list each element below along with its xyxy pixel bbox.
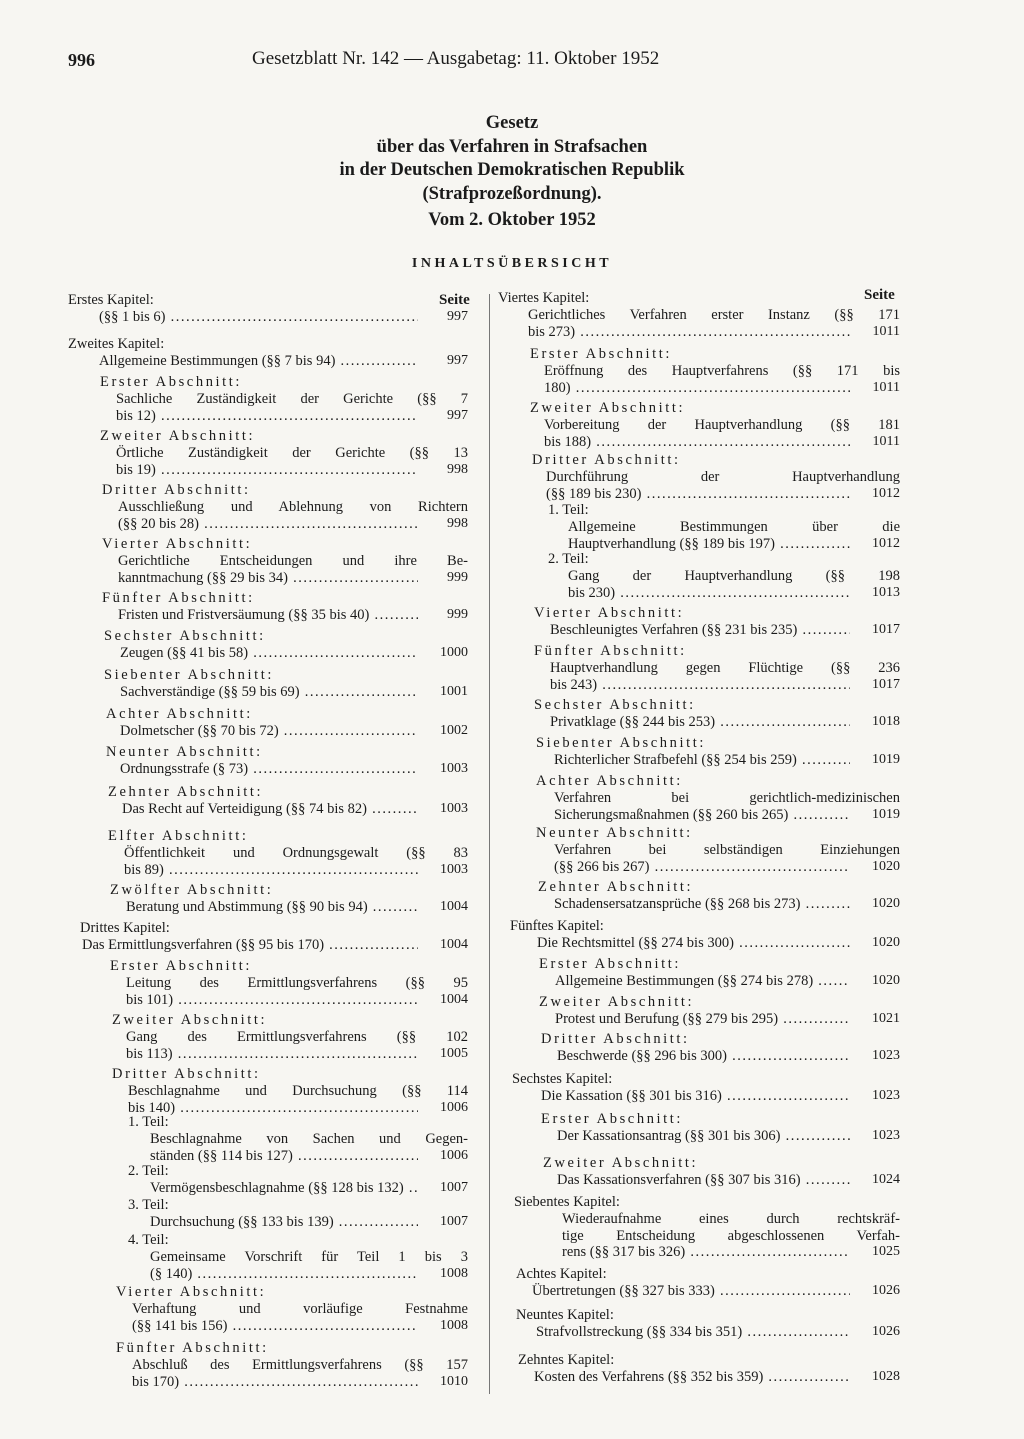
toc-entry-text: 180) .....	[544, 380, 850, 397]
toc-entry-text: bis 273) .....	[528, 324, 850, 341]
toc-entry-page: 1006	[440, 1147, 468, 1163]
toc-entry-label: Vierter Abschnitt:	[102, 536, 253, 552]
toc-entry-page: 999	[447, 606, 468, 622]
toc-entry	[534, 605, 900, 639]
toc-entry-label: Dritter Abschnitt:	[102, 482, 251, 498]
toc-entry-page: 1008	[440, 1317, 468, 1333]
toc-entry-page: 1001	[440, 683, 468, 699]
toc-entry-page: 1010	[440, 1373, 468, 1389]
toc-entry-text: tige Entscheidung abgeschlossenen Verfah-	[562, 1227, 900, 1244]
law-title-line: über das Verfahren in Strafsachen	[376, 136, 648, 157]
toc-entry-text: Beschlagnahme von Sachen und Gegen-	[150, 1130, 468, 1147]
toc-entry-text: Privatklage (§§ 244 bis 253) .....	[550, 714, 850, 731]
law-title-line: in der Deutschen Demokratischen Republik	[339, 160, 685, 180]
toc-entry-text: bis 101) .....	[126, 992, 418, 1009]
toc-entry-text: Dolmetscher (§§ 70 bis 72) .....	[120, 723, 418, 740]
toc-entry-text: Hauptverhandlung (§§ 189 bis 197) .....	[568, 536, 850, 553]
toc-entry-label: Achter Abschnitt:	[106, 706, 253, 722]
toc-entry-page: 1005	[440, 1045, 468, 1061]
toc-entry-page: 1000	[440, 644, 468, 660]
toc-entry-text: Hauptverhandlung gegen Flüchtige (§§ 236	[550, 659, 900, 676]
toc-entry-text: Verfahren bei gerichtlich-medizinischen	[554, 789, 900, 806]
toc-entry	[541, 1031, 900, 1065]
toc-entry-text: Gerichtliche Entscheidungen und ihre Be-	[118, 552, 468, 569]
toc-entry-text: Beschlagnahme und Durchsuchung (§§ 114	[128, 1082, 468, 1099]
toc-entry-label: Erster Abschnitt:	[541, 1111, 684, 1127]
toc-entry-page: 1011	[872, 323, 900, 339]
toc-entry	[68, 292, 468, 326]
toc-entry-label: Zweiter Abschnitt:	[112, 1012, 268, 1028]
toc-entry-label: Neunter Abschnitt:	[536, 825, 693, 841]
toc-entry	[532, 452, 900, 502]
toc-entry	[518, 1352, 900, 1386]
toc-entry-page: 1028	[872, 1368, 900, 1384]
toc-entry-page: 1025	[872, 1244, 900, 1260]
toc-entry	[104, 667, 468, 701]
toc-entry	[543, 1155, 900, 1189]
toc-entry-text: Strafvollstreckung (§§ 334 bis 351) .....	[536, 1324, 850, 1341]
toc-entry-page: 1004	[440, 991, 468, 1007]
toc-entry	[102, 482, 468, 532]
toc-entry-text: Durchführung der Hauptverhandlung	[546, 468, 900, 485]
toc-entry-label: Fünfter Abschnitt:	[102, 590, 255, 606]
toc-entry	[530, 400, 900, 450]
toc-heading: INHALTSÜBERSICHT	[411, 256, 613, 271]
toc-entry-page: 999	[447, 569, 468, 585]
toc-entry-text: Sicherungsmaßnahmen (§§ 260 bis 265) .....	[554, 807, 850, 824]
toc-entry	[110, 958, 468, 1008]
toc-entry-label: Siebentes Kapitel:	[514, 1194, 620, 1210]
toc-entry-text: Fristen und Fristversäumung (§§ 35 bis 40) .....	[118, 607, 418, 624]
toc-entry-label: Sechstes Kapitel:	[512, 1071, 613, 1087]
toc-entry	[536, 773, 900, 823]
toc-entry	[106, 744, 468, 778]
toc-entry-label: Erster Abschnitt:	[110, 958, 253, 974]
toc-entry-page: 1002	[440, 722, 468, 738]
toc-entry-text: Wiederaufnahme eines durch rechtskräf-	[562, 1210, 900, 1227]
toc-entry	[530, 346, 900, 396]
toc-entry-text: Verfahren bei selbständigen Einziehungen	[554, 841, 900, 858]
toc-entry-label: Viertes Kapitel:	[498, 290, 590, 306]
toc-entry-text: bis 12) .....	[116, 408, 418, 425]
toc-entry-label: Dritter Abschnitt:	[112, 1066, 261, 1082]
toc-entry-text: (§§ 266 bis 267) .....	[554, 859, 850, 876]
toc-entry-label: Erster Abschnitt:	[100, 374, 243, 390]
toc-entry-text: Das Kassationsverfahren (§§ 307 bis 316) .....	[557, 1172, 850, 1189]
toc-entry-label: Fünfter Abschnitt:	[116, 1340, 269, 1356]
toc-entry-text: (§§ 1 bis 6) .....	[99, 309, 418, 326]
toc-entry-text: Sachverständige (§§ 59 bis 69) .....	[120, 684, 418, 701]
toc-entry-page: 1020	[872, 858, 900, 874]
toc-entry-text: bis 243) .....	[550, 677, 850, 694]
toc-entry	[100, 374, 468, 424]
toc-entry	[516, 1307, 900, 1341]
toc-entry-page: 1012	[872, 535, 900, 551]
toc-entry	[80, 920, 468, 954]
toc-entry-text: bis 230) .....	[568, 585, 850, 602]
toc-entry	[534, 643, 900, 693]
toc-entry	[548, 551, 900, 601]
toc-entry	[498, 290, 900, 340]
toc-entry-page: 1003	[440, 800, 468, 816]
law-title-block	[0, 112, 1024, 231]
toc-entry-page: 1020	[872, 895, 900, 911]
toc-entry	[100, 428, 468, 478]
toc-entry-page: 998	[447, 515, 468, 531]
toc-entry-text: Richterlicher Strafbefehl (§§ 254 bis 259) .....	[554, 752, 850, 769]
gazette-header: Gesetzblatt Nr. 142 — Ausgabetag: 11. Oktober 1952	[252, 48, 660, 69]
toc-entry	[534, 697, 900, 731]
toc-entry-page: 1017	[872, 676, 900, 692]
toc-entry-label: 2. Teil:	[548, 551, 589, 567]
page-column-label-right: Seite	[864, 287, 895, 303]
toc-entry-text: bis 140) .....	[128, 1100, 418, 1117]
law-date: Vom 2. Oktober 1952	[428, 210, 596, 230]
toc-entry-text: Ordnungsstrafe (§ 73) .....	[120, 761, 418, 778]
toc-entry-text: Das Recht auf Verteidigung (§§ 74 bis 82) .....	[122, 801, 418, 818]
toc-entry-page: 1007	[440, 1213, 468, 1229]
toc-entry	[539, 994, 900, 1028]
toc-entry-text: Die Rechtsmittel (§§ 274 bis 300) .....	[537, 935, 850, 952]
toc-entry-text: Vorbereitung der Hauptverhandlung (§§ 181	[544, 416, 900, 433]
toc-entry-text: Der Kassationsantrag (§§ 301 bis 306) .....	[557, 1128, 850, 1145]
toc-entry-label: Zwölfter Abschnitt:	[110, 882, 274, 898]
toc-entry	[116, 1340, 468, 1390]
toc-entry-label: Zweiter Abschnitt:	[539, 994, 695, 1010]
toc-entry-page: 1004	[440, 936, 468, 952]
toc-entry-text: Das Ermittlungsverfahren (§§ 95 bis 170) .....	[82, 937, 418, 954]
toc-entry-label: Zweites Kapitel:	[68, 336, 165, 352]
toc-entry-page: 1011	[872, 379, 900, 395]
toc-entry	[108, 784, 468, 818]
toc-entry	[536, 735, 900, 769]
toc-entry	[541, 1111, 900, 1145]
toc-entry-label: Achtes Kapitel:	[516, 1266, 607, 1282]
toc-entry	[128, 1197, 468, 1231]
toc-entry	[538, 879, 900, 913]
toc-entry-text: kanntmachung (§§ 29 bis 34) .....	[118, 570, 418, 587]
toc-entry-label: Erster Abschnitt:	[530, 346, 673, 362]
toc-entry	[510, 918, 900, 952]
toc-entry-label: Zehnter Abschnitt:	[108, 784, 264, 800]
toc-entry-text: Eröffnung des Hauptverfahrens (§§ 171 bis	[544, 362, 900, 379]
toc-entry-page: 1011	[872, 433, 900, 449]
page-number: 996	[68, 50, 95, 70]
toc-entry	[116, 1284, 468, 1334]
toc-entry-label: Vierter Abschnitt:	[116, 1284, 267, 1300]
toc-entry-text: Abschluß des Ermittlungsverfahrens (§§ 157	[132, 1356, 468, 1373]
toc-entry	[516, 1266, 900, 1300]
toc-entry-text: (§ 140) .....	[150, 1266, 418, 1283]
toc-entry-text: bis 170) .....	[132, 1374, 418, 1391]
toc-entry-text: Vermögensbeschlagnahme (§§ 128 bis 132) .....	[150, 1180, 418, 1197]
page-header	[0, 0, 1024, 80]
toc-entry-page: 1026	[872, 1282, 900, 1298]
toc-entry-text: (§§ 20 bis 28) .....	[118, 516, 418, 533]
toc-entry-page: 1024	[872, 1171, 900, 1187]
page-column-label-left: Seite	[439, 292, 470, 308]
toc-entry	[102, 536, 468, 586]
toc-entry-page: 1023	[872, 1127, 900, 1143]
toc-entry-text: Örtliche Zuständigkeit der Gerichte (§§ 13	[116, 444, 468, 461]
toc-entry-label: Neunter Abschnitt:	[106, 744, 263, 760]
toc-entry-label: Fünftes Kapitel:	[510, 918, 604, 934]
toc-entry-text: Gang der Hauptverhandlung (§§ 198	[568, 567, 900, 584]
toc-entry-text: Protest und Berufung (§§ 279 bis 295) .....	[555, 1011, 850, 1028]
toc-entry-label: Erstes Kapitel:	[68, 292, 154, 308]
toc-entry-text: Gemeinsame Vorschrift für Teil 1 bis 3	[150, 1248, 468, 1265]
toc-entry-page: 997	[447, 352, 468, 368]
toc-entry-page: 998	[447, 461, 468, 477]
toc-entry	[104, 628, 468, 662]
toc-entry-text: bis 188) .....	[544, 434, 850, 451]
toc-entry-text: Öffentlichkeit und Ordnungsgewalt (§§ 83	[124, 844, 468, 861]
toc-entry-label: Sechster Abschnitt:	[534, 697, 696, 713]
toc-entry-text: bis 89) .....	[124, 862, 418, 879]
toc-entry	[514, 1194, 900, 1261]
law-title-line: Gesetz	[485, 113, 539, 133]
toc-entry-page: 1006	[440, 1099, 468, 1115]
toc-entry-text: Durchsuchung (§§ 133 bis 139) .....	[150, 1214, 418, 1231]
toc-entry-label: Vierter Abschnitt:	[534, 605, 685, 621]
toc-entry-page: 997	[447, 308, 468, 324]
toc-entry-page: 1003	[440, 760, 468, 776]
toc-entry-text: Sachliche Zuständigkeit der Gerichte (§§ 7	[116, 390, 468, 407]
toc-entry-label: 2. Teil:	[128, 1163, 169, 1179]
toc-entry-label: Elfter Abschnitt:	[108, 828, 249, 844]
toc-entry-text: Kosten des Verfahrens (§§ 352 bis 359) .....	[534, 1369, 850, 1386]
toc-entry-page: 1017	[872, 621, 900, 637]
toc-entry-label: Achter Abschnitt:	[536, 773, 683, 789]
toc-entry-label: Zweiter Abschnitt:	[543, 1155, 699, 1171]
toc-entry	[112, 1066, 468, 1116]
toc-entry-text: Gang des Ermittlungsverfahrens (§§ 102	[126, 1028, 468, 1045]
toc-entry-text: Allgemeine Bestimmungen über die	[568, 518, 900, 535]
toc-entry-label: Zehntes Kapitel:	[518, 1352, 615, 1368]
toc-entry-label: Drittes Kapitel:	[80, 920, 170, 936]
toc-entry	[108, 828, 468, 878]
toc-entry	[128, 1232, 468, 1282]
toc-entry-page: 1012	[872, 485, 900, 501]
toc-entry-page: 1020	[872, 972, 900, 988]
toc-entry-page: 997	[447, 407, 468, 423]
toc-entry-page: 1023	[872, 1047, 900, 1063]
toc-entry-label: 3. Teil:	[128, 1197, 169, 1213]
toc-entry	[548, 502, 900, 552]
toc-entry-label: Zehnter Abschnitt:	[538, 879, 694, 895]
toc-entry-label: 4. Teil:	[128, 1232, 169, 1248]
toc-entry	[128, 1114, 468, 1164]
toc-entry-page: 1013	[872, 584, 900, 600]
toc-entry	[128, 1163, 468, 1197]
toc-entry	[106, 706, 468, 740]
toc-entry-page: 1023	[872, 1087, 900, 1103]
toc-entry-page: 1019	[872, 751, 900, 767]
toc-entry-label: Dritter Abschnitt:	[532, 452, 681, 468]
toc-entry	[536, 825, 900, 875]
toc-entry-text: Beschwerde (§§ 296 bis 300) .....	[557, 1048, 850, 1065]
toc-entry-page: 1018	[872, 713, 900, 729]
column-divider	[489, 294, 490, 1394]
toc-entry-page: 1020	[872, 934, 900, 950]
toc-entry-text: Allgemeine Bestimmungen (§§ 7 bis 94) .....	[99, 353, 418, 370]
toc-entry-text: Ausschließung und Ablehnung von Richtern	[118, 498, 468, 515]
toc-entry-label: Siebenter Abschnitt:	[536, 735, 706, 751]
toc-entry-label: Dritter Abschnitt:	[541, 1031, 690, 1047]
toc-entry-text: Gerichtliches Verfahren erster Instanz (§§ 171	[528, 306, 900, 323]
toc-entry-label: Sechster Abschnitt:	[104, 628, 266, 644]
toc-entry-label: Zweiter Abschnitt:	[100, 428, 256, 444]
toc-entry-label: Fünfter Abschnitt:	[534, 643, 687, 659]
toc-entry-page: 1021	[872, 1010, 900, 1026]
toc-entry-text: bis 19) .....	[116, 462, 418, 479]
toc-entry-text: Übertretungen (§§ 327 bis 333) .....	[532, 1283, 850, 1300]
toc-entry-text: Die Kassation (§§ 301 bis 316) .....	[541, 1088, 850, 1105]
toc-entry-page: 1004	[440, 898, 468, 914]
toc-entry-page: 1026	[872, 1323, 900, 1339]
toc-entry	[539, 956, 900, 990]
toc-entry	[112, 1012, 468, 1062]
toc-entry-page: 1003	[440, 861, 468, 877]
toc-entry	[110, 882, 468, 916]
toc-entry-label: 1. Teil:	[128, 1114, 169, 1130]
law-title-line: (Strafprozeßordnung).	[422, 183, 602, 204]
toc-entry-text: Beratung und Abstimmung (§§ 90 bis 94) .....	[126, 899, 418, 916]
toc-entry-text: Leitung des Ermittlungsverfahrens (§§ 95	[126, 974, 468, 991]
toc-entry-text: Zeugen (§§ 41 bis 58) .....	[120, 645, 418, 662]
toc-entry-label: Zweiter Abschnitt:	[530, 400, 686, 416]
toc-entry-text: Verhaftung und vorläufige Festnahme	[132, 1300, 468, 1317]
toc-entry-text: (§§ 141 bis 156) .....	[132, 1318, 418, 1335]
toc-entry-text: Schadensersatzansprüche (§§ 268 bis 273) .....	[554, 896, 850, 913]
toc-entry	[102, 590, 468, 624]
toc-entry-label: 1. Teil:	[548, 502, 589, 518]
toc-entry-page: 1019	[872, 806, 900, 822]
toc-entry-text: Beschleunigtes Verfahren (§§ 231 bis 235) .....	[550, 622, 850, 639]
toc-entry-text: (§§ 189 bis 230) .....	[546, 486, 850, 503]
toc-entry-text: rens (§§ 317 bis 326) .....	[562, 1244, 850, 1261]
toc-entry-label: Neuntes Kapitel:	[516, 1307, 614, 1323]
toc-entry-text: bis 113) .....	[126, 1046, 418, 1063]
toc-entry	[68, 336, 468, 370]
toc-entry-text: ständen (§§ 114 bis 127) .....	[150, 1148, 418, 1165]
toc-entry-label: Erster Abschnitt:	[539, 956, 682, 972]
toc-entry-label: Siebenter Abschnitt:	[104, 667, 274, 683]
toc-entry-page: 1008	[440, 1265, 468, 1281]
toc-entry	[512, 1071, 900, 1105]
toc-entry-page: 1007	[440, 1179, 468, 1195]
toc-entry-text: Allgemeine Bestimmungen (§§ 274 bis 278) .....	[555, 973, 850, 990]
